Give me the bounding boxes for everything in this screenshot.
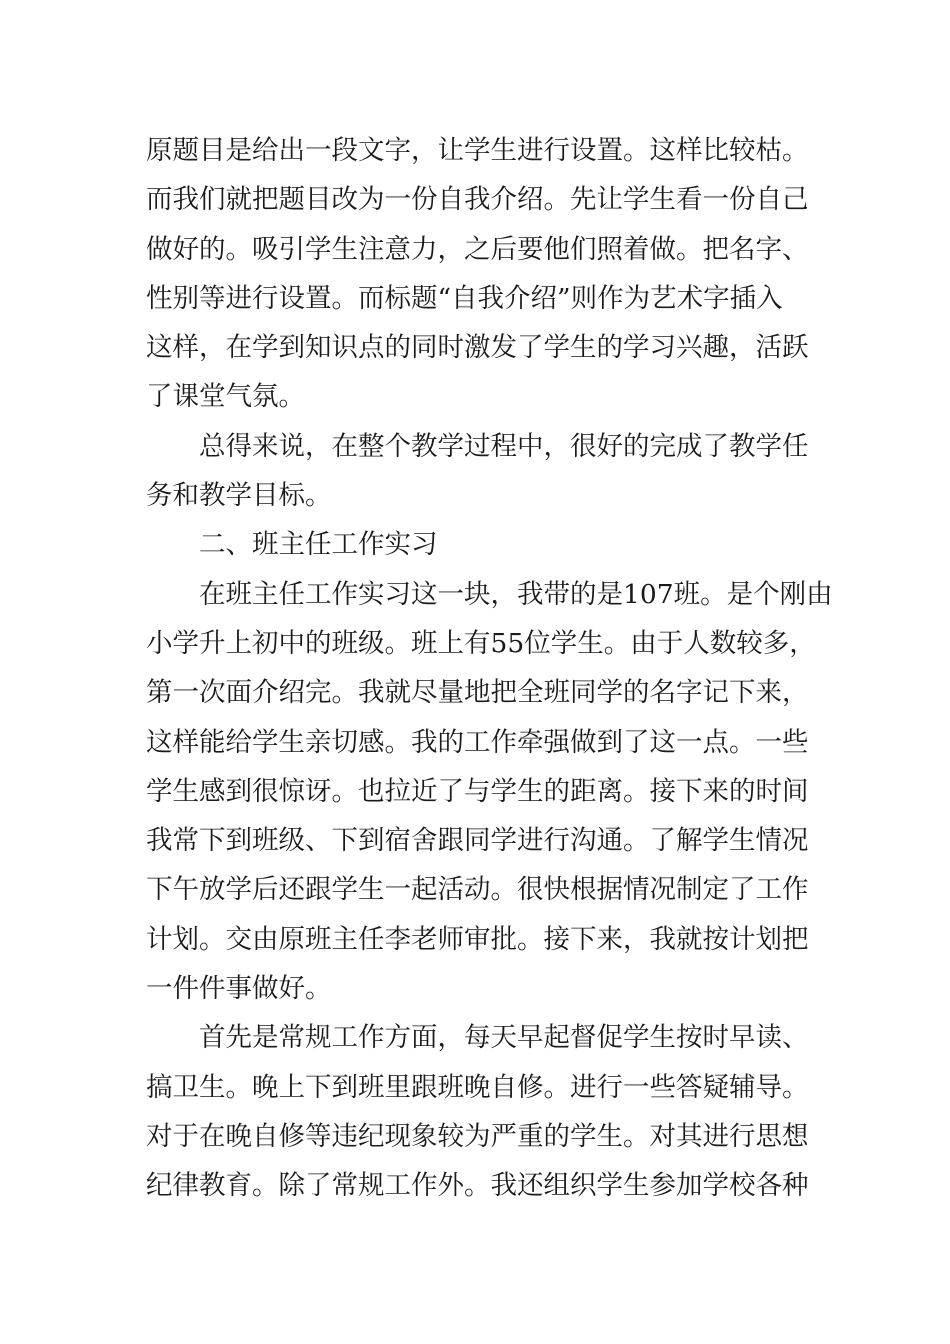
text-line: 对于在晚自修等违纪现象较为严重的学生。对其进行思想 bbox=[146, 1120, 809, 1152]
text-line: 这样能给学生亲切感。我的工作牵强做到了这一点。一些 bbox=[146, 726, 809, 758]
text-line: 而我们就把题目改为一份自我介绍。先让学生看一份自己 bbox=[146, 184, 809, 216]
text-line: 一件件事做好。 bbox=[146, 973, 332, 1005]
text-line: 纪律教育。除了常规工作外。我还组织学生参加学校各种 bbox=[146, 1170, 809, 1202]
text-line: 下午放学后还跟学生一起活动。很快根据情况制定了工作 bbox=[146, 874, 809, 906]
text-line: 学生感到很惊讶。也拉近了与学生的距离。接下来的时间 bbox=[146, 775, 809, 807]
text-line: 做好的。吸引学生注意力，之后要他们照着做。把名字、 bbox=[146, 233, 809, 265]
text-line: 原题目是给出一段文字，让学生进行设置。这样比较枯。 bbox=[146, 135, 809, 166]
text-line: 在班主任工作实习这一块，我带的是107班。是个刚由 bbox=[199, 578, 833, 610]
text-line: 搞卫生。晚上下到班里跟班晚自修。进行一些答疑辅导。 bbox=[146, 1071, 809, 1103]
text-line: 小学升上初中的班级。班上有55位学生。由于人数较多， bbox=[146, 627, 816, 659]
text-line: 这样，在学到知识点的同时激发了学生的学习兴趣，活跃 bbox=[146, 332, 809, 364]
text-line: 我常下到班级、下到宿舍跟同学进行沟通。了解学生情况 bbox=[146, 825, 809, 857]
text-line: 了课堂气氛。 bbox=[146, 381, 305, 413]
text-line: 计划。交由原班主任李老师审批。接下来，我就按计划把 bbox=[146, 923, 809, 955]
text-line: 务和教学目标。 bbox=[146, 480, 332, 512]
text-line: 性别等进行设置。而标题“自我介绍”则作为艺术字插入 bbox=[146, 282, 783, 314]
document-body bbox=[146, 126, 833, 1211]
text-line: 第一次面介绍完。我就尽量地把全班同学的名字记下来， bbox=[146, 677, 809, 709]
text-line: 首先是常规工作方面，每天早起督促学生按时早读、 bbox=[199, 1022, 809, 1054]
text-line: 总得来说，在整个教学过程中，很好的完成了教学任 bbox=[199, 430, 809, 462]
text-line: 二、班主任工作实习 bbox=[199, 529, 438, 561]
